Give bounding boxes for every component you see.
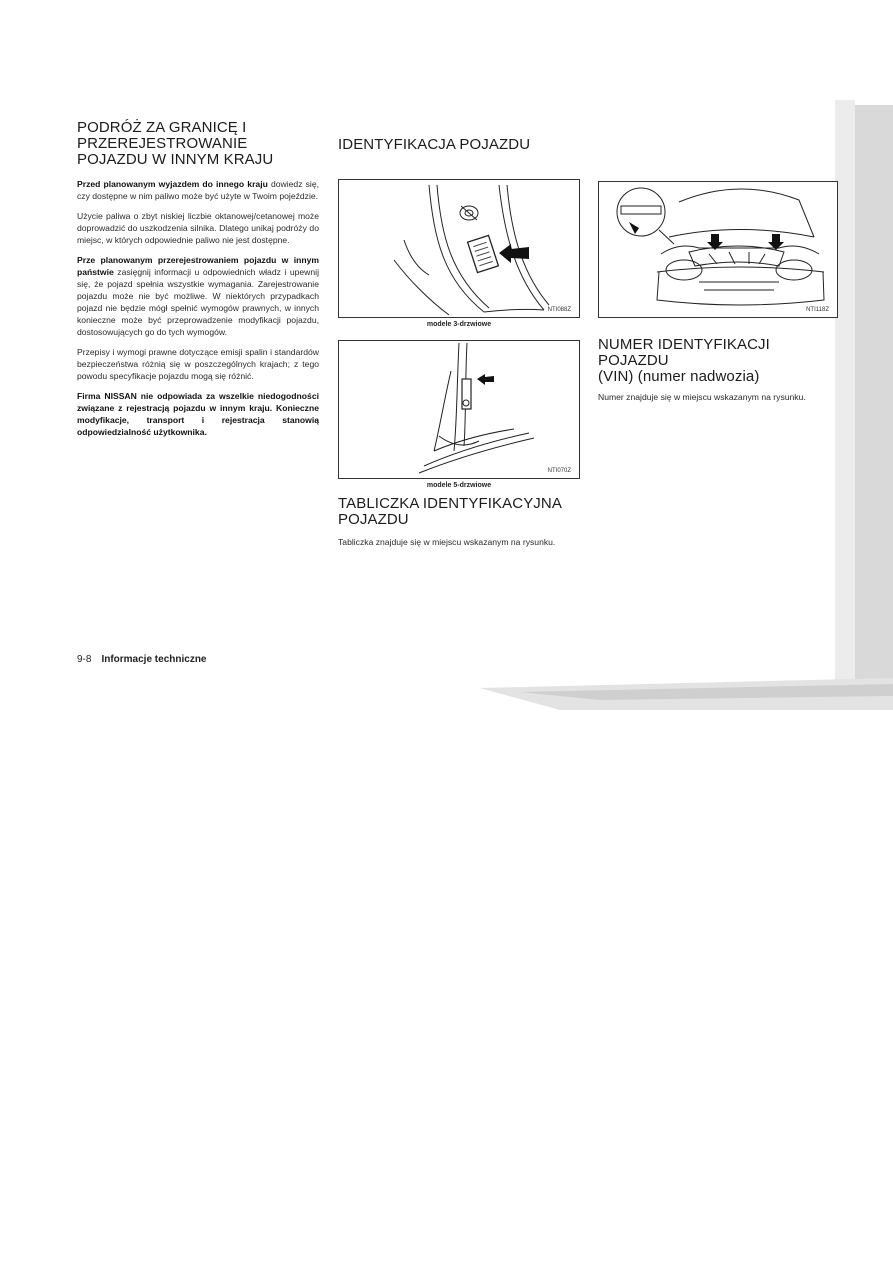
figure-code: NTI070Z (547, 468, 571, 474)
paragraph-fuel-check (77, 178, 319, 202)
middle-column (338, 136, 580, 547)
paragraph-fuel-check-text: dowiedz się, czy dostępne w nim paliwo może być użyte w Twoim pojeździe. (77, 179, 319, 201)
paragraph-octane: Użycie paliwa o zbyt niskiej liczbie oktanowej/cetanowej może doprowadzić do uszkodzenia silnika. Dlatego unikaj podróży do miejsc, w których odpowiednie paliwo nie jest dostępne. (77, 211, 319, 245)
id-plate-graphic (468, 235, 499, 272)
id-plate-text: Tabliczka znajduje się w miejscu wskazanym na rysunku. (338, 537, 556, 547)
vin-heading-line2: (VIN) (numer nadwozia) (598, 368, 760, 385)
id-plate-graphic-2 (462, 379, 471, 409)
id-plate-heading: TABLICZKA IDENTYFIKACYJNA POJAZDU (338, 495, 562, 528)
engine-bay-vin-illustration (599, 182, 837, 317)
paragraph-fuel-check-bold: Przed planowanym wyjazdem do innego kraju (77, 179, 268, 189)
paragraph-nissan-disclaimer (77, 390, 319, 438)
figure-5-door (338, 340, 580, 479)
page-number: 9-8 (77, 654, 92, 665)
figure-engine-bay (598, 181, 838, 318)
section-name: Informacje techniczne (101, 654, 207, 665)
figure-3-door (338, 179, 580, 318)
b-pillar-plate-illustration (339, 341, 579, 478)
pointer-arrow-left (629, 222, 639, 234)
paragraph-reregistration-bold: Prze planowanym przerejestrowaniem pojazdu w innym państwie (77, 255, 319, 277)
paragraph-reregistration-text: zasięgnij informacji u odpowiednich władz i upewnij się, że pojazd spełnia wszystkie wymagania. Zarejestrowanie pojazdu może nie być możliwe. W niektórych przypadkach pojazd nie będzie mógł spełnić wymogów prawnych, w innych konieczne może być przeprowadzenie modyfikacji pojazdu, dostosowujących go do tych wymogów. (77, 267, 319, 337)
door-pillar-plate-illustration (339, 180, 579, 317)
left-column (77, 120, 319, 446)
figure-caption-3-door: modele 3-drzwiowe (426, 321, 492, 328)
figure-caption-5-door: modele 5-drzwiowe (426, 482, 492, 489)
page-footer (77, 654, 206, 665)
travel-abroad-heading: PODRÓŻ ZA GRANICĘ I PRZEREJESTROWANIE POJAZDU W INNYM KRAJU (77, 119, 274, 168)
right-column (598, 181, 838, 402)
vin-text: Numer znajduje się w miejscu wskazanym na rysunku. (598, 392, 806, 402)
paragraph-nissan-disclaimer-bold: Firma NISSAN nie odpowiada za wszelkie niedogodności związane z rejestracją pojazdu w innym kraju. Konieczne modyfikacje, transport i rejestracja stanowią odpowiedzialność użytkownika. (77, 391, 319, 437)
vehicle-identification-heading: IDENTYFIKACJA POJAZDU (338, 136, 531, 153)
pointer-arrow (499, 244, 529, 263)
vin-heading-line1: NUMER IDENTYFIKACJI POJAZDU (598, 336, 770, 369)
figure-code: NTI118Z (806, 307, 829, 313)
paragraph-reregistration (77, 254, 319, 338)
paragraph-emissions: Przepisy i wymogi prawne dotyczące emisji spalin i standardów bezpieczeństwa różnią się w poszczególnych krajach; z tego powodu specyfikacje pojazdu mogą się różnić. (77, 347, 319, 381)
pointer-arrow (477, 374, 494, 385)
figure-code: NTI088Z (547, 307, 571, 313)
